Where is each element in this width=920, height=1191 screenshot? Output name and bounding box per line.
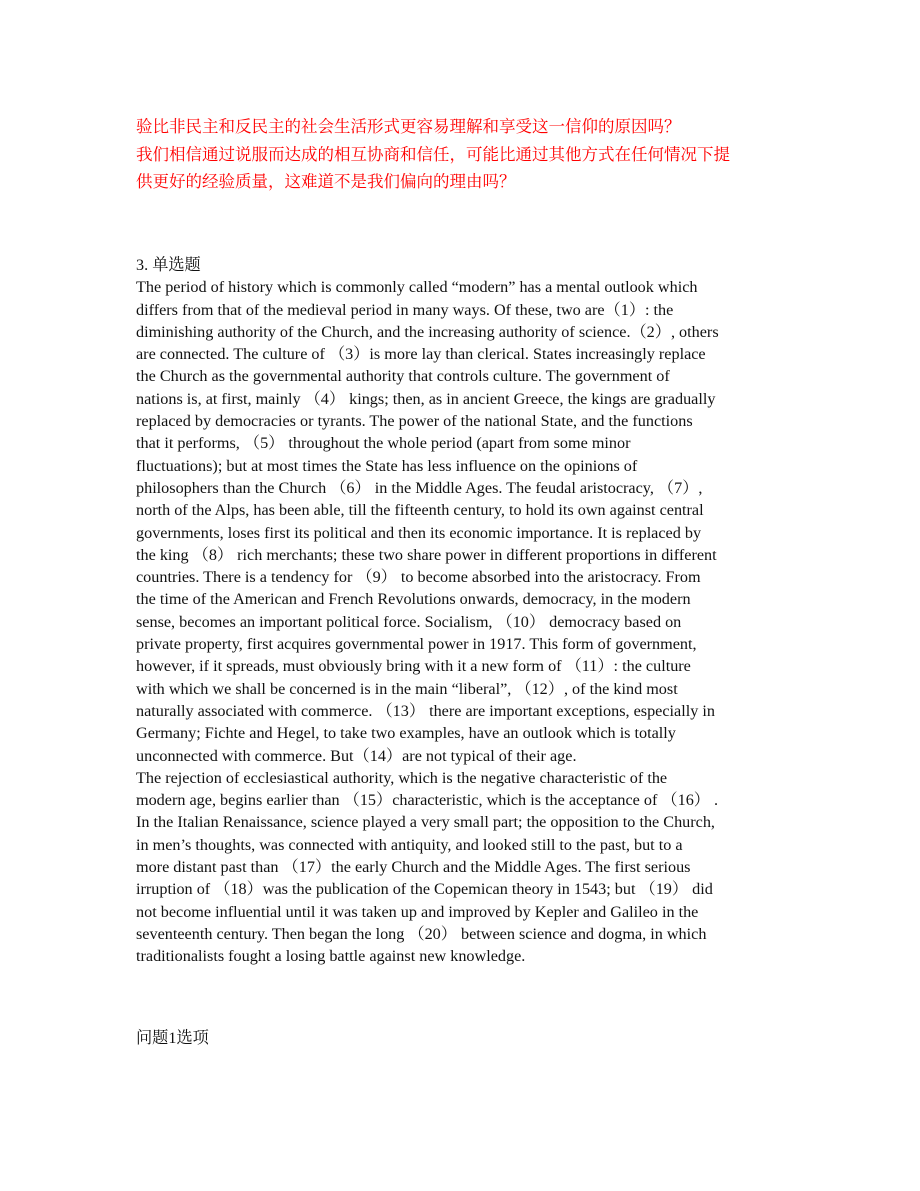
passage-line: however, if it spreads, must obviously bring with it a new form of （11）: the culture [136, 657, 691, 676]
question-block [136, 254, 796, 968]
question-number: 3. 单选题 [136, 256, 201, 274]
passage-line: in men’s thoughts, was connected with antiquity, and looked still to the past, but to a [136, 835, 683, 854]
passage-line: traditionalists fought a losing battle against new knowledge. [136, 947, 526, 966]
passage-line: The rejection of ecclesiastical authority, which is the negative characteristic of the [136, 768, 668, 787]
passage-line: that it performs, （5） throughout the whole period (apart from some minor [136, 434, 631, 453]
intro-red-line: 验比非民主和反民主的社会生活形式更容易理解和享受这一信仰的原因吗？ [136, 117, 681, 136]
passage-text [136, 276, 796, 967]
passage-line: Germany; Fichte and Hegel, to take two examples, have an outlook which is totally [136, 724, 676, 743]
passage-line: countries. There is a tendency for （9） to become absorbed into the aristocracy. From [136, 568, 701, 587]
passage-line: fluctuations); but at most times the State has less influence on the opinions of [136, 456, 638, 475]
passage-line: differs from that of the medieval period in many ways. Of these, two are（1）: the [136, 300, 674, 319]
passage-line: In the Italian Renaissance, science played a very small part; the opposition to the Church, [136, 813, 715, 832]
passage-line: the time of the American and French Revolutions onwards, democracy, in the modern [136, 590, 691, 609]
intro-red-line: 我们相信通过说服而达成的相互协商和信任，可能比通过其他方式在任何情况下提 [136, 144, 730, 164]
intro-red-text [136, 113, 791, 196]
passage-line: are connected. The culture of （3）is more lay than clerical. States increasingly replace [136, 345, 706, 364]
passage-line: irruption of （18）was the publication of the Copemican theory in 1543; but （19） did [136, 880, 713, 899]
passage-line: naturally associated with commerce. （13） there are important exceptions, especially in [136, 701, 715, 720]
passage-line: north of the Alps, has been able, till the fifteenth century, to hold its own against central [136, 501, 704, 520]
passage-line: unconnected with commerce. But（14）are not typical of their age. [136, 746, 577, 765]
passage-line: private property, first acquires governmental power in 1917. This form of government, [136, 635, 697, 654]
passage-line: the Church as the governmental authority that controls culture. The government of [136, 367, 670, 386]
passage-line: with which we shall be concerned is in the main “liberal”, （12）, of the kind most [136, 679, 678, 698]
passage-line: governments, loses first its political and then its economic importance. It is replaced by [136, 523, 702, 542]
intro-red-line: 供更好的经验质量，这难道不是我们偏向的理由吗？ [136, 172, 516, 191]
passage-line: modern age, begins earlier than （15）characteristic, which is the acceptance of （16） . [136, 791, 719, 810]
passage-line: philosophers than the Church （6） in the Middle Ages. The feudal aristocracy, （7）, [136, 478, 703, 497]
passage-line: seventeenth century. Then began the long （20） between science and dogma, in which [136, 924, 707, 943]
passage-line: diminishing authority of the Church, and the increasing authority of science.（2）, others [136, 322, 719, 341]
passage-line: the king （8） rich merchants; these two share power in different proportions in different [136, 545, 717, 564]
passage-line: sense, becomes an important political force. Socialism, （10） democracy based on [136, 612, 682, 631]
options-section-label: 问题1选项 [136, 1029, 209, 1047]
passage-line: replaced by democracies or tyrants. The power of the national State, and the functions [136, 412, 693, 431]
passage-line: The period of history which is commonly called “modern” has a mental outlook which [136, 278, 698, 297]
passage-line: more distant past than （17）the early Church and the Middle Ages. The first serious [136, 858, 691, 877]
passage-line: nations is, at first, mainly （4） kings; then, as in ancient Greece, the kings are gradually [136, 389, 716, 408]
passage-line: not become influential until it was taken up and improved by Kepler and Galileo in the [136, 902, 699, 921]
